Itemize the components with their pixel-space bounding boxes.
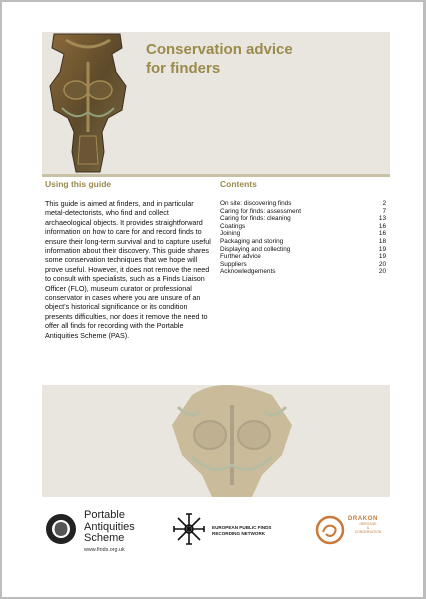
drakon-sub-line-1: HERITAGE	[359, 522, 377, 526]
drakon-emblem-icon	[314, 514, 346, 546]
title-line-2: for finders	[146, 60, 221, 77]
toc-item-label: On site: discovering finds	[220, 200, 292, 207]
toc-item-page: 16	[378, 230, 386, 238]
toc-item-page: 7	[382, 207, 386, 215]
pas-name-line-2: Antiquities	[84, 520, 135, 533]
toc-item-label: Suppliers	[220, 260, 247, 268]
toc-item[interactable]	[220, 208, 386, 216]
toc-item[interactable]	[220, 200, 386, 208]
bronze-artifact-faded-image	[42, 385, 390, 497]
toc-item[interactable]	[220, 238, 386, 246]
toc-item[interactable]	[220, 223, 386, 231]
bronze-artifact-image	[42, 32, 134, 174]
toc-item-label: Caring for finds: cleaning	[220, 215, 291, 223]
pas-emblem-icon	[44, 512, 78, 546]
toc-item-page: 20	[378, 260, 386, 268]
drakon-sub-line-2: &	[366, 526, 370, 531]
epfrn-name-line-1: EUROPEAN PUBLIC FINDS	[212, 525, 272, 530]
page-title	[146, 40, 376, 78]
epfrn-name-line-2: RECORDING NETWORK	[212, 530, 266, 536]
header-band	[42, 32, 390, 174]
section-divider	[42, 174, 390, 177]
toc-item-label: Displaying and collecting	[220, 245, 291, 253]
intro-heading: Using this guide	[45, 179, 112, 189]
contents-list	[220, 200, 386, 276]
toc-item-label: Acknowledgements	[220, 268, 276, 276]
pas-url[interactable]: www.finds.org.uk	[84, 546, 125, 553]
toc-item-page: 20	[378, 268, 386, 276]
drakon-sub-line-3: CONSERVATION	[354, 530, 382, 535]
toc-item-label: Packaging and storing	[220, 237, 284, 245]
footer-image-band	[42, 385, 390, 497]
drakon-name: DRAKON	[348, 516, 378, 522]
epfrn-emblem-icon	[172, 512, 206, 546]
toc-item[interactable]	[220, 230, 386, 238]
intro-body: This guide is aimed at finders, and in particular metal-detectorists, who find and collect archaeological objects. It provides straightforward information on how to care for and record finds to ensure their long-term survival and to capture useful information about their discovery. This guide shares some conservation techniques that we hope will prove useful. However, it does not remove the need to consult with specialists, such as a Finds Liaison Officer (FLO), museum curator or professional conservator in cases where you are unsure of an object’s historical significance or its condition presents difficulties, nor does it remove the need to offer all finds for recording with the Portable Antiquities Scheme (PAS).	[45, 199, 211, 340]
toc-item-label: Caring for finds: assessment	[220, 207, 301, 215]
title-line-1: Conservation advice	[146, 41, 293, 58]
toc-item-page: 18	[378, 237, 386, 245]
document-page	[2, 2, 423, 597]
toc-item[interactable]	[220, 253, 386, 261]
toc-item-label: Coatings	[220, 222, 246, 230]
contents-heading: Contents	[220, 179, 257, 189]
toc-item-page: 2	[382, 200, 386, 207]
toc-item-page: 19	[378, 253, 386, 261]
toc-item-label: Joining	[220, 230, 241, 238]
toc-item-page: 13	[378, 215, 386, 223]
toc-item[interactable]	[220, 246, 386, 254]
pas-name-line-3: Scheme	[84, 532, 125, 544]
toc-item-page: 19	[378, 245, 386, 253]
toc-item[interactable]	[220, 215, 386, 223]
pas-name-line-1: Portable	[84, 509, 125, 521]
toc-item-label: Further advice	[220, 253, 261, 261]
toc-item-page: 16	[378, 222, 386, 230]
toc-item[interactable]	[220, 268, 386, 276]
toc-item[interactable]	[220, 261, 386, 269]
